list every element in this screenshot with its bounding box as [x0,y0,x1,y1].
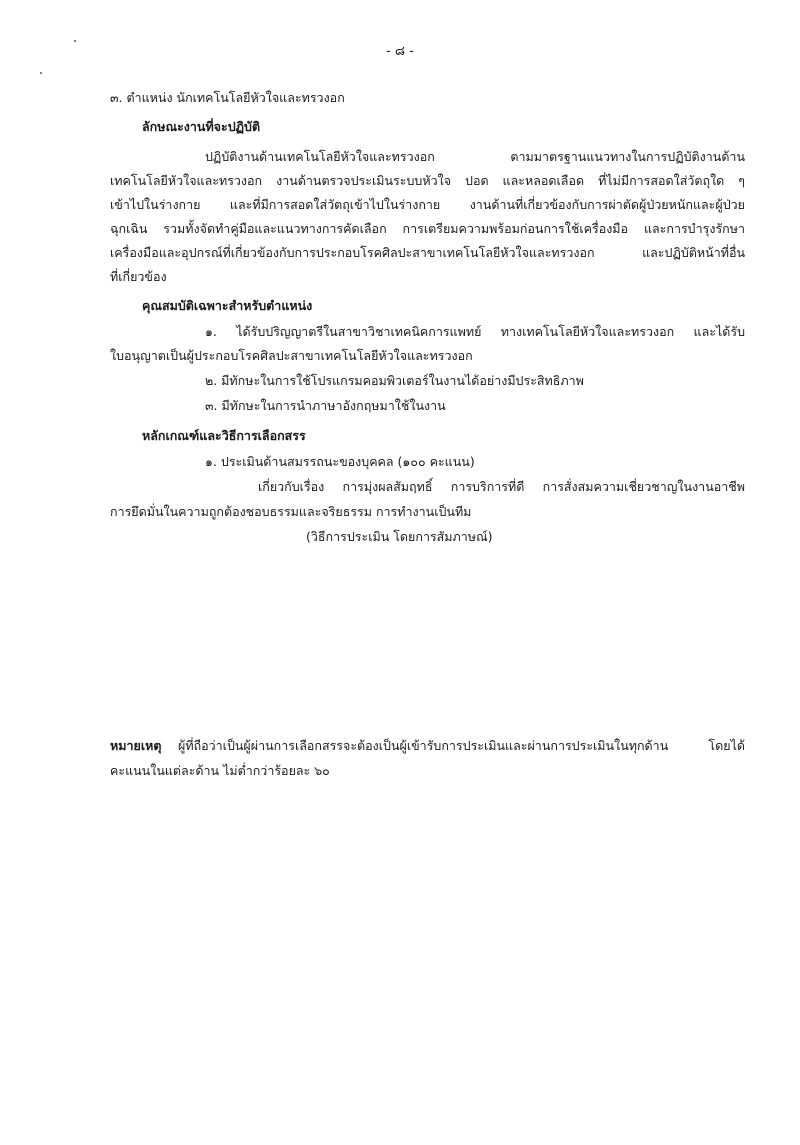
section-title: ๓. ตำแหน่ง นักเทคโนโลยีหัวใจและทรวงอก [110,90,345,105]
criteria-item: ๑. ประเมินด้านสมรรถนะของบุคคล (๑๐๐ คะแนน) [205,454,475,469]
duties-line: ปฏิบัติงานด้านเทคโนโลยีหัวใจและทรวงอก ตามมาตรฐานแนวทางในการปฏิบัติงานด้าน [205,149,745,164]
duties-line: ที่เกี่ยวข้อง [110,269,167,284]
criteria-method: (วิธีการประเมิน โดยการสัมภาษณ์) [306,529,493,544]
criteria-detail: เกี่ยวกับเรื่อง การมุ่งผลสัมฤทธิ์ การบริการที่ดี การสั่งสมความเชี่ยวชาญในงานอาชีพ [258,479,745,494]
page-number: - ๘ - [386,44,414,59]
duties-line: ฉุกเฉิน รวมทั้งจัดทำคู่มือและแนวทางการคัดเลือก การเตรียมความพร้อมก่อนการใช้เครื่องมือ และการบำรุงรักษา [110,221,745,236]
duties-line: เทคโนโลยีหัวใจและทรวงอก งานด้านตรวจประเมินระบบหัวใจ ปอด และหลอดเลือด ที่ไม่มีการสอดใส่วัตถุใด ๆ [110,173,745,188]
qualification-item: ๓. มีทักษะในการนำภาษาอังกฤษมาใช้ในงาน [205,398,446,413]
duties-line: เครื่องมือและอุปกรณ์ที่เกี่ยวข้องกับการประกอบโรคศิลปะสาขาเทคโนโลยีหัวใจและทรวงอก และปฏิบัติหน้าที่อื่น [110,245,745,260]
qualification-item: ๒. มีทักษะในการใช้โปรแกรมคอมพิวเตอร์ในงานได้อย่างมีประสิทธิภาพ [205,373,584,388]
criteria-detail: การยึดมั่นในความถูกต้องชอบธรรมและจริยธรรม การทำงานเป็นทีม [110,504,472,519]
qualification-item: ๑. ได้รับปริญญาตรีในสาขาวิชาเทคนิคการแพทย์ ทางเทคโนโลยีหัวใจและทรวงอก และได้รับ [205,324,745,339]
duties-heading: ลักษณะงานที่จะปฏิบัติ [142,119,261,134]
note-text: คะแนนในแต่ละด้าน ไม่ต่ำกว่าร้อยละ ๖๐ [110,763,330,778]
duties-line: เข้าไปในร่างกาย และที่มีการสอดใส่วัตถุเข้าไปในร่างกาย งานด้านที่เกี่ยวข้องกับการผ่าตัดผู้ป่วยหนักและผู้ป่วย [110,197,745,212]
qualifications-heading: คุณสมบัติเฉพาะสำหรับตำแหน่ง [142,298,313,313]
qualification-item: ใบอนุญาตเป็นผู้ประกอบโรคศิลปะสาขาเทคโนโลยีหัวใจและทรวงอก [110,348,473,363]
note-text: ผู้ที่ถือว่าเป็นผู้ผ่านการเลือกสรรจะต้องเป็นผู้เข้ารับการประเมินและผ่านการประเมินในทุกด้าน โดยได้ [178,738,745,753]
scan-speck [40,72,42,74]
criteria-heading: หลักเกณฑ์และวิธีการเลือกสรร [142,428,306,443]
note-label: หมายเหตุ [110,738,162,753]
